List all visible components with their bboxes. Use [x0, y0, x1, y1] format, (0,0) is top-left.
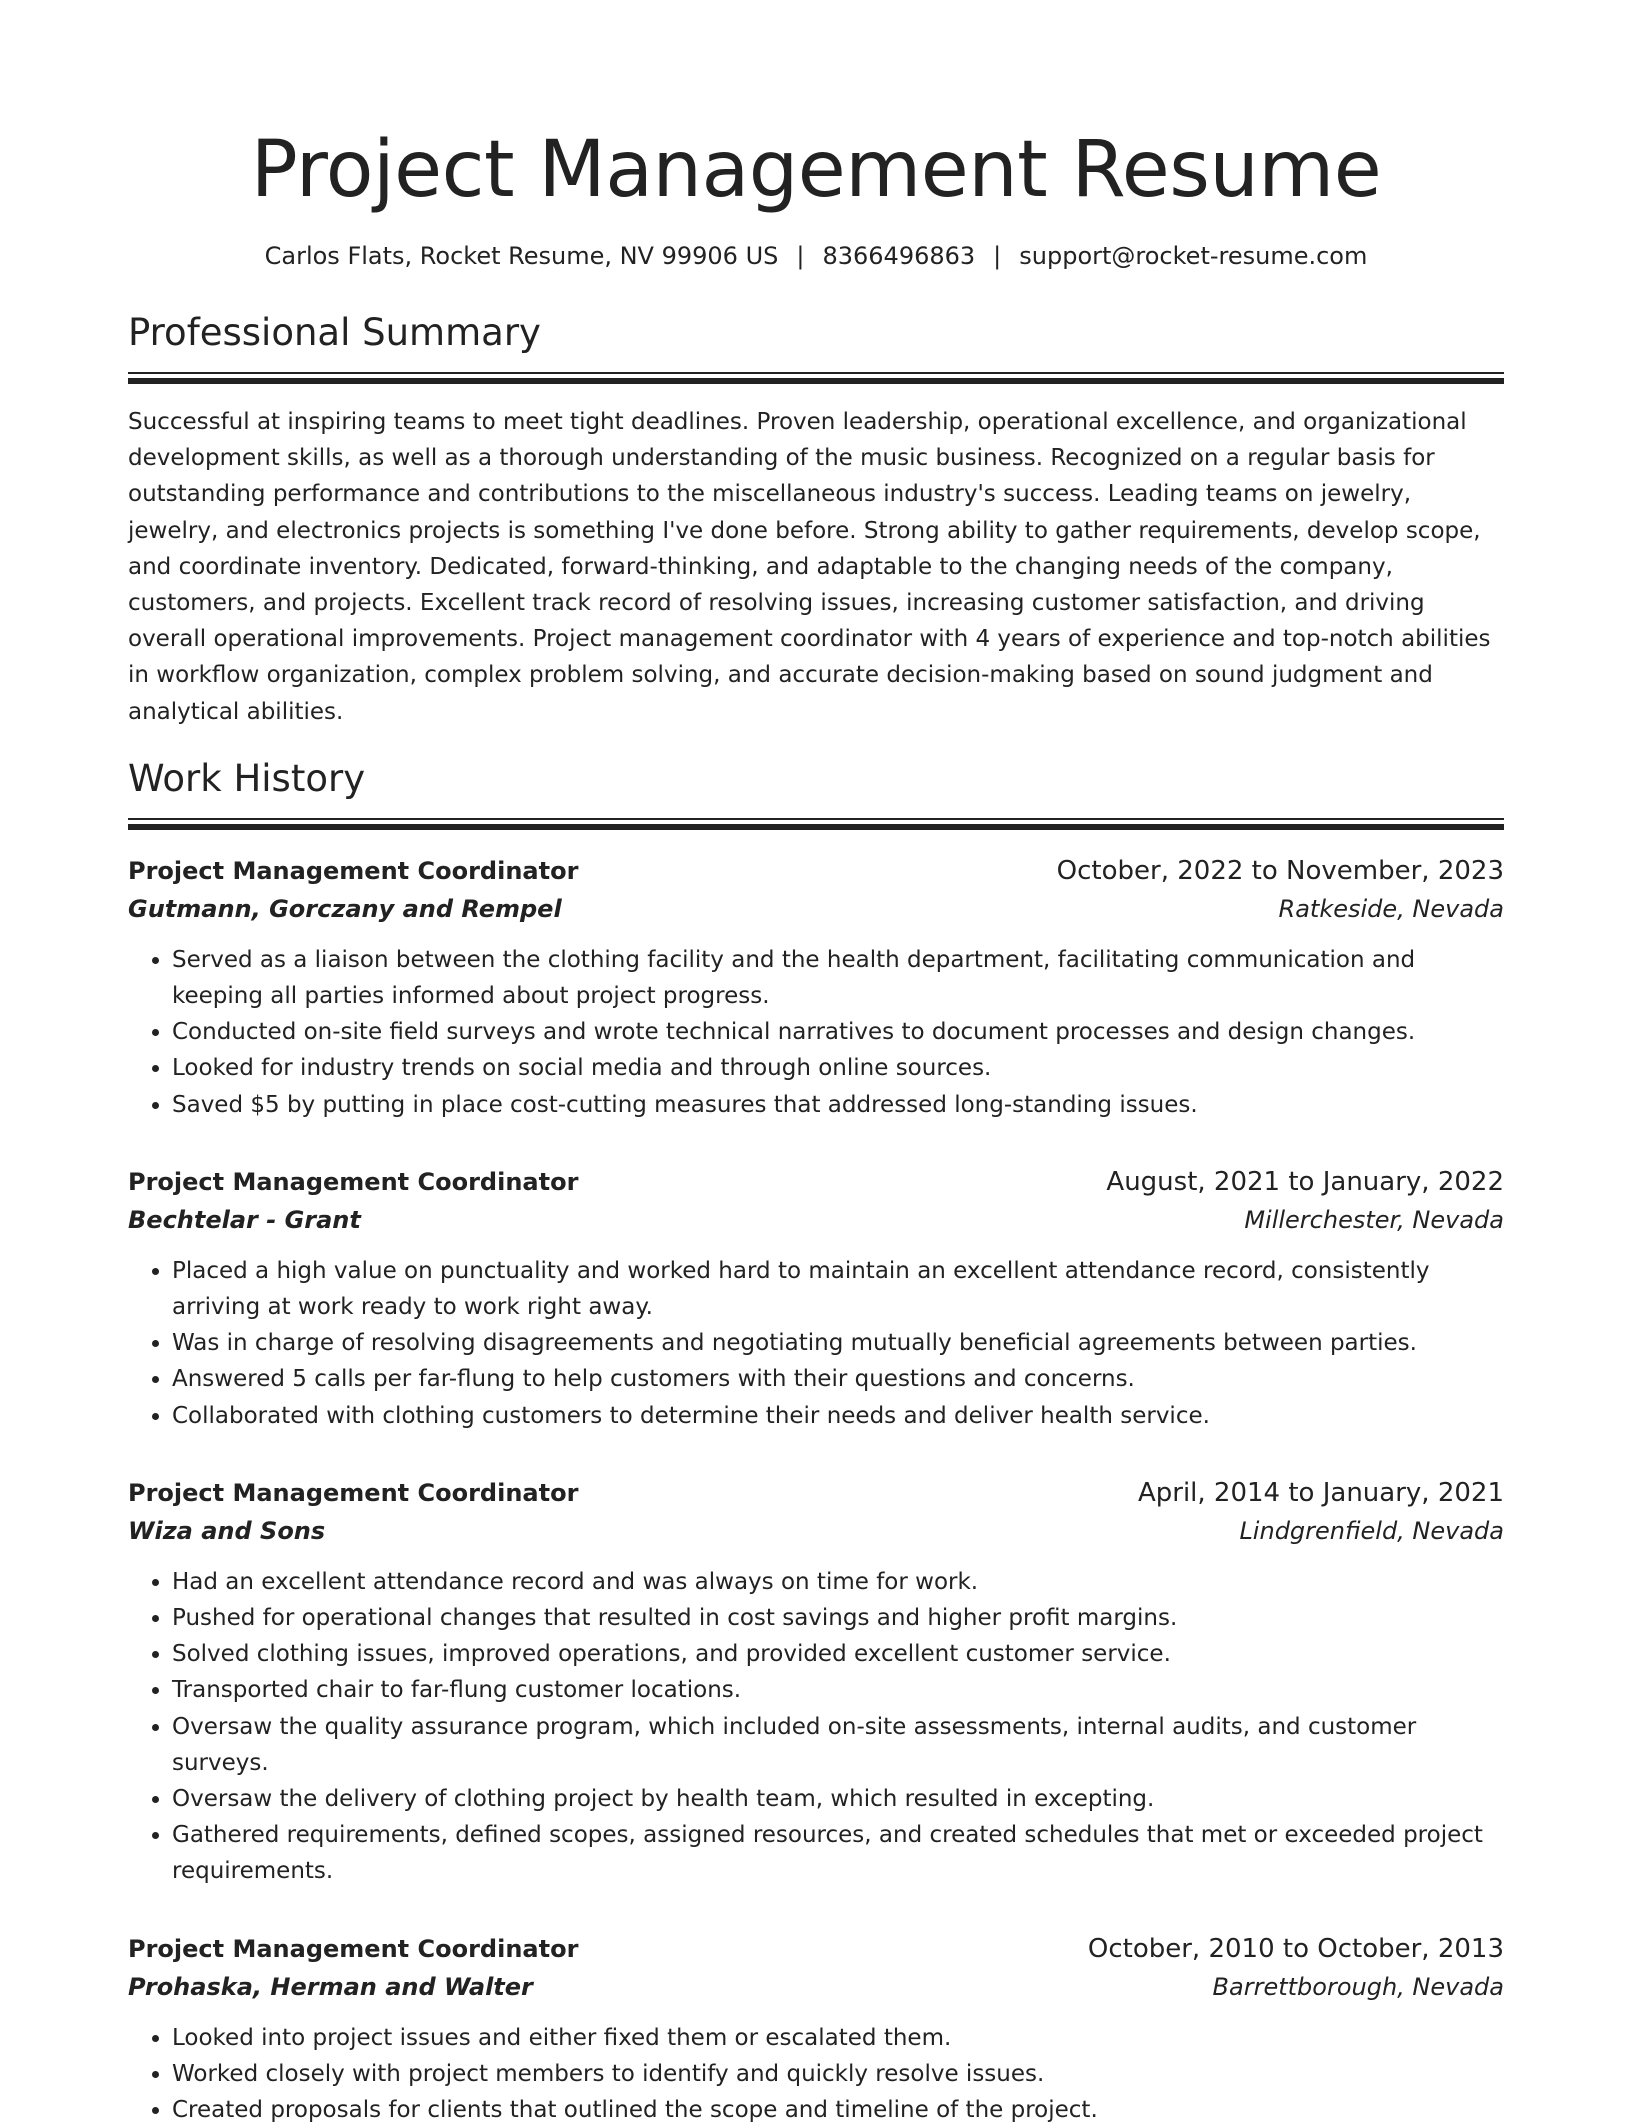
job-title: Project Management Coordinator: [128, 1478, 579, 1507]
list-item: • Transported chair to far-flung customer locations.: [172, 1672, 1504, 1708]
list-item: • Conducted on-site field surveys and wrote technical narratives to document processes and design changes.: [172, 1014, 1504, 1050]
list-item: • Answered 5 calls per far-flung to help customers with their questions and concerns.: [172, 1361, 1504, 1397]
list-item: • Saved $5 by putting in place cost-cutting measures that addressed long-standing issues.: [172, 1087, 1504, 1123]
job-company: Gutmann, Gorczany and Rempel: [128, 894, 562, 923]
job-bullets: [128, 1253, 1504, 1434]
list-item: • Worked closely with project members to identify and quickly resolve issues.: [172, 2056, 1504, 2092]
list-item: • Oversaw the delivery of clothing project by health team, which resulted in excepting.: [172, 1781, 1504, 1817]
job-location: Millerchester, Nevada: [1244, 1205, 1504, 1234]
resume-page: [128, 0, 1504, 2128]
job-title: Project Management Coordinator: [128, 856, 579, 885]
resume-title: Project Management Resume: [250, 125, 1382, 215]
list-item: • Was in charge of resolving disagreements and negotiating mutually beneficial agreements between parties.: [172, 1325, 1504, 1361]
contact-line: [128, 240, 1504, 272]
job-company: Bechtelar - Grant: [128, 1205, 361, 1234]
contact-address: Carlos Flats, Rocket Resume, NV 99906 US: [264, 242, 779, 270]
job-dates: April, 2014 to January, 2021: [1137, 1477, 1504, 1508]
job-location: Lindgrenfield, Nevada: [1239, 1516, 1504, 1545]
list-item: • Created proposals for clients that outlined the scope and timeline of the project.: [172, 2092, 1504, 2128]
job-dates: October, 2010 to October, 2013: [1087, 1933, 1504, 1964]
list-item: • Oversaw the quality assurance program, which included on-site assessments, internal audits, and customer surveys.: [172, 1709, 1504, 1781]
professional-summary-section: [128, 308, 1504, 730]
list-item: • Gathered requirements, defined scopes, assigned resources, and created schedules that met or exceeded project requirements.: [172, 1817, 1504, 1889]
job-bullets: [128, 1564, 1504, 1890]
section-divider: [128, 818, 1504, 830]
job-company: Wiza and Sons: [128, 1516, 326, 1545]
summary-text: Successful at inspiring teams to meet tight deadlines. Proven leadership, operational excellence, and organizational development skills, as well as a thorough understanding of the music business. Recognized on a regular basis for outstanding performance and contributions to the miscellaneous industry's success. Leading teams on jewelry, jewelry, and electronics projects is something I've done before. Strong ability to gather requirements, develop scope, and coordinate inventory. Dedicated, forward-thinking, and adaptable to the changing needs of the company, customers, and projects. Excellent track record of resolving issues, increasing customer satisfaction, and driving overall operational improvements. Project management coordinator with 4 years of experience and top-notch abilities in workflow organization, complex problem solving, and accurate decision-making based on sound judgment and analytical abilities.: [128, 409, 1491, 725]
list-item: • Collaborated with clothing customers to determine their needs and deliver health service.: [172, 1398, 1504, 1434]
job-entry: [128, 1474, 1504, 1890]
job-entry: [128, 1930, 1504, 2128]
section-heading-work: Work History: [128, 756, 366, 800]
job-bullets: [128, 942, 1504, 1123]
contact-phone: 8366496863: [822, 242, 976, 270]
contact-separator: |: [993, 242, 1002, 270]
list-item: • Solved clothing issues, improved operations, and provided excellent customer service.: [172, 1636, 1504, 1672]
list-item: • Placed a high value on punctuality and worked hard to maintain an excellent attendance record, consistently arriving at work ready to work right away.: [172, 1253, 1504, 1325]
job-entry: [128, 852, 1504, 1123]
list-item: • Served as a liaison between the clothing facility and the health department, facilitating communication and keeping all parties informed about project progress.: [172, 942, 1504, 1014]
job-dates: August, 2021 to January, 2022: [1106, 1166, 1504, 1197]
list-item: • Looked into project issues and either fixed them or escalated them.: [172, 2020, 1504, 2056]
job-location: Barrettborough, Nevada: [1212, 1972, 1504, 2001]
job-company: Prohaska, Herman and Walter: [128, 1972, 533, 2001]
contact-separator: |: [796, 242, 805, 270]
list-item: • Looked for industry trends on social media and through online sources.: [172, 1050, 1504, 1086]
job-location: Ratkeside, Nevada: [1278, 894, 1504, 923]
work-history-section: [128, 754, 1504, 2128]
job-entry: [128, 1163, 1504, 1434]
job-title: Project Management Coordinator: [128, 1934, 579, 1963]
list-item: • Had an excellent attendance record and was always on time for work.: [172, 1564, 1504, 1600]
section-heading-summary: Professional Summary: [128, 311, 541, 354]
list-item: • Pushed for operational changes that resulted in cost savings and higher profit margins.: [172, 1600, 1504, 1636]
job-title: Project Management Coordinator: [128, 1167, 579, 1196]
section-divider: [128, 372, 1504, 384]
contact-email: support@rocket-resume.com: [1019, 242, 1368, 270]
job-dates: October, 2022 to November, 2023: [1056, 855, 1504, 886]
